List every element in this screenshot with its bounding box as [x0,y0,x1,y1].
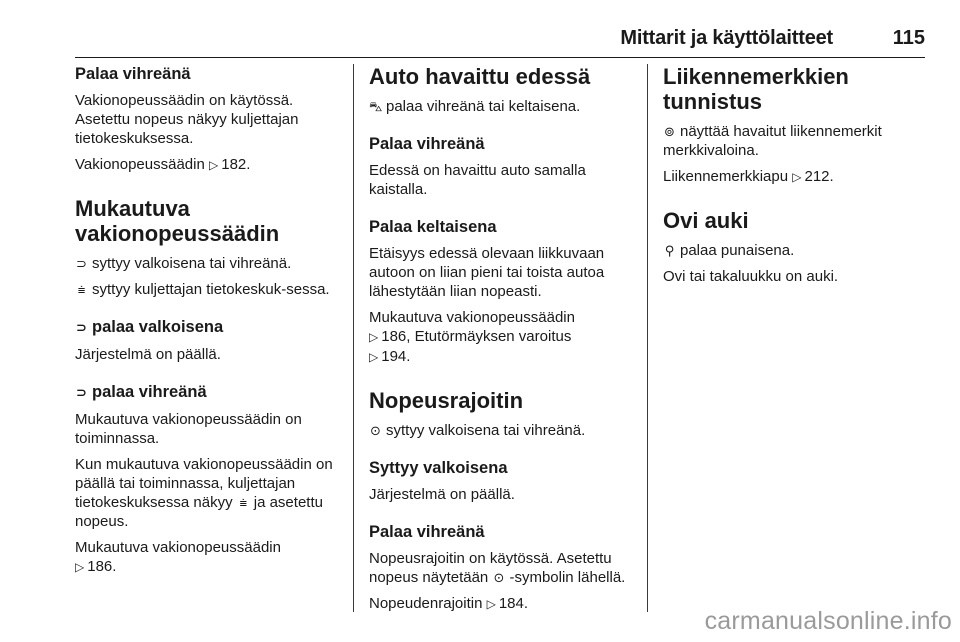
adaptive-cruise-icon: ⊃ [76,256,87,271]
adaptive-cruise-icon: ⊃ [76,385,87,400]
column-divider-2 [647,64,648,612]
cross-reference: Nopeudenrajoitin ▷ 184. [369,595,529,612]
paragraph: Vakionopeussäädin on käytössä. Asetettu nopeus näkyy kuljettajan tietokeskuksessa. [75,92,299,147]
page-section-title: Mittarit ja käyttölaitteet [620,27,833,49]
reference-arrow-icon: ▷ [486,597,496,611]
paragraph: ⚲ palaa punaisena. [664,242,795,259]
paragraph: Edessä on havaittu auto samalla kaistalla. [369,162,586,198]
cross-reference: Liikennemerkkiapu ▷ 212. [663,168,834,185]
reference-arrow-icon: ▷ [75,560,85,574]
watermark: carmanualsonline.info [704,607,952,635]
paragraph: ⊙ syttyy valkoisena tai vihreänä. [370,422,586,439]
cross-reference: Mukautuva vakionopeussäädin ▷ 186. [75,539,281,575]
paragraph: Järjestelmä on päällä. [369,486,515,503]
heading-ovi-auki: Ovi auki [663,208,749,233]
speed-limiter-icon: ⊙ [370,423,381,438]
cross-reference: Vakionopeussäädin ▷ 182. [75,156,251,173]
reference-arrow-icon: ▷ [792,170,802,184]
paragraph: Nopeusrajoitin on käytössä. Asetettu nopeus näytetään ⊙ -symbolin lähellä. [369,550,626,586]
page-number: 115 [892,27,925,49]
column-1 [75,64,343,584]
paragraph: Etäisyys edessä olevaan liikkuvaan autoon on liian pieni tai toista autoa lähestytään liian nopeasti. [369,245,605,300]
heading-liikennemerkkien-tunnistus: Liikennemerkkien tunnistus [663,64,849,114]
heading-mukautuva-vakionopeussaadin: Mukautuva vakionopeussäädin [75,196,280,246]
paragraph: Kun mukautuva vakionopeussäädin on päällä tai toiminnassa, kuljettajan tietokeskuksessa näkyy ⩧ ja asetettu nopeus. [75,456,333,530]
cross-reference: Mukautuva vakionopeussäädin ▷ 186, Etutörmäyksen varoitus ▷ 194. [369,309,575,365]
reference-arrow-icon: ▷ [369,350,379,364]
heading-nopeusrajoitin: Nopeusrajoitin [369,388,524,413]
adaptive-cruise-icon: ⊃ [76,320,87,335]
paragraph: ⩧ syttyy kuljettajan tietokeskuk‐sessa. [75,280,343,299]
paragraph: ⛍ palaa vihreänä tai keltaisena. [369,98,581,115]
column-3 [663,64,931,293]
paragraph: Järjestelmä on päällä. [75,346,221,363]
adaptive-cruise-display-icon: ⩧ [77,282,86,297]
paragraph: Mukautuva vakionopeussäädin on toiminnassa. [75,411,302,447]
adaptive-cruise-display-icon: ⩧ [239,495,248,510]
heading-palaa-vihreana-2: Palaa vihreänä [369,523,485,541]
reference-arrow-icon: ▷ [209,158,219,172]
column-divider-1 [353,64,354,612]
paragraph: ⊃ syttyy valkoisena tai vihreänä. [76,255,292,272]
reference-arrow-icon: ▷ [369,330,379,344]
car-ahead-icon: ⛍ [369,99,383,114]
heading-palaa-vihreana: Palaa vihreänä [75,65,191,83]
door-open-icon: ⚲ [664,243,675,258]
paragraph: ⊚ näyttää havaitut liikennemerkit merkkivaloina. [663,123,882,159]
traffic-sign-icon: ⊚ [664,124,675,139]
speed-limiter-icon: ⊙ [493,570,505,585]
heading-palaa-keltaisena: Palaa keltaisena [369,218,497,236]
heading-palaa-vihreana: Palaa vihreänä [369,135,485,153]
heading-auto-havaittu-edessa: Auto havaittu edessä [369,64,591,89]
heading-palaa-vihreana-2: ⊃ palaa vihreänä [76,383,207,401]
page-header [75,27,925,58]
heading-palaa-valkoisena: ⊃ palaa valkoisena [76,318,224,336]
heading-syttyy-valkoisena: Syttyy valkoisena [369,459,508,477]
column-2 [369,64,637,621]
paragraph: Ovi tai takaluukku on auki. [663,268,839,285]
